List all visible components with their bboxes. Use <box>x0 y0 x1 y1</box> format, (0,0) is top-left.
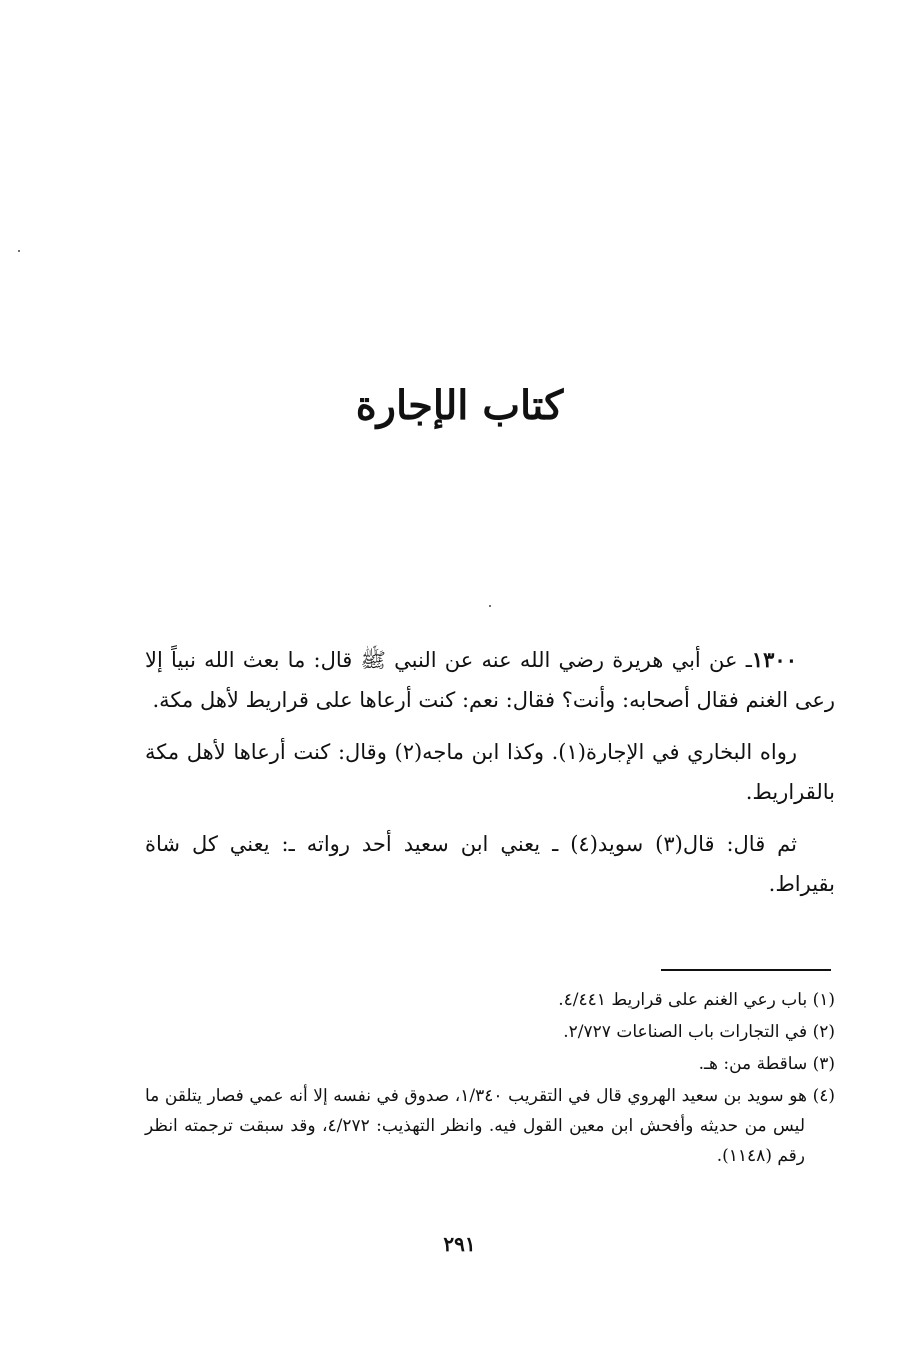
footnote-divider <box>661 969 831 971</box>
scan-speck <box>18 250 20 252</box>
footnote-1: (١) باب رعي الغنم على قراريط ٤/٤٤١. <box>558 990 835 1010</box>
scan-speck <box>489 605 491 607</box>
hadith-number: ١٣٠٠ <box>751 647 797 672</box>
page-number: ٢٩١ <box>443 1232 476 1256</box>
footnotes <box>145 985 835 1173</box>
narration-paragraph: رواه البخاري في الإجارة(١). وكذا ابن ماجه(٢) وقال: كنت أرعاها لأهل مكة بالقراريط. <box>145 740 835 804</box>
hadith-paragraph <box>145 640 835 720</box>
footnote-3: (٣) ساقطة من: هـ. <box>698 1054 835 1074</box>
explanation-paragraph: ثم قال: قال(٣) سويد(٤) ـ يعني ابن سعيد أحد رواته ـ: يعني كل شاة بقيراط. <box>145 832 835 896</box>
main-text <box>145 640 835 916</box>
footnote-4: (٤) هو سويد بن سعيد الهروي قال في التقريب ١/٣٤٠، صدوق في نفسه إلا أنه عمي فصار يتلقن ما ليس من حديثه وأفحش ابن معين القول فيه. وانظر التهذيب: ٤/٢٧٢، وقد سبقت ترجمته انظر رقم (١١٤٨). <box>145 1086 835 1166</box>
chapter-title: كتاب الإجارة <box>355 382 564 429</box>
hadith-text: ـ عن أبي هريرة رضي الله عنه عن النبي ﷺ قال: ما بعث الله نبياً إلا رعى الغنم فقال أصحابه: وأنت؟ فقال: نعم: كنت أرعاها على قراريط لأهل مكة. <box>145 648 835 712</box>
footnote-2: (٢) في التجارات باب الصناعات ٢/٧٢٧. <box>563 1022 835 1042</box>
